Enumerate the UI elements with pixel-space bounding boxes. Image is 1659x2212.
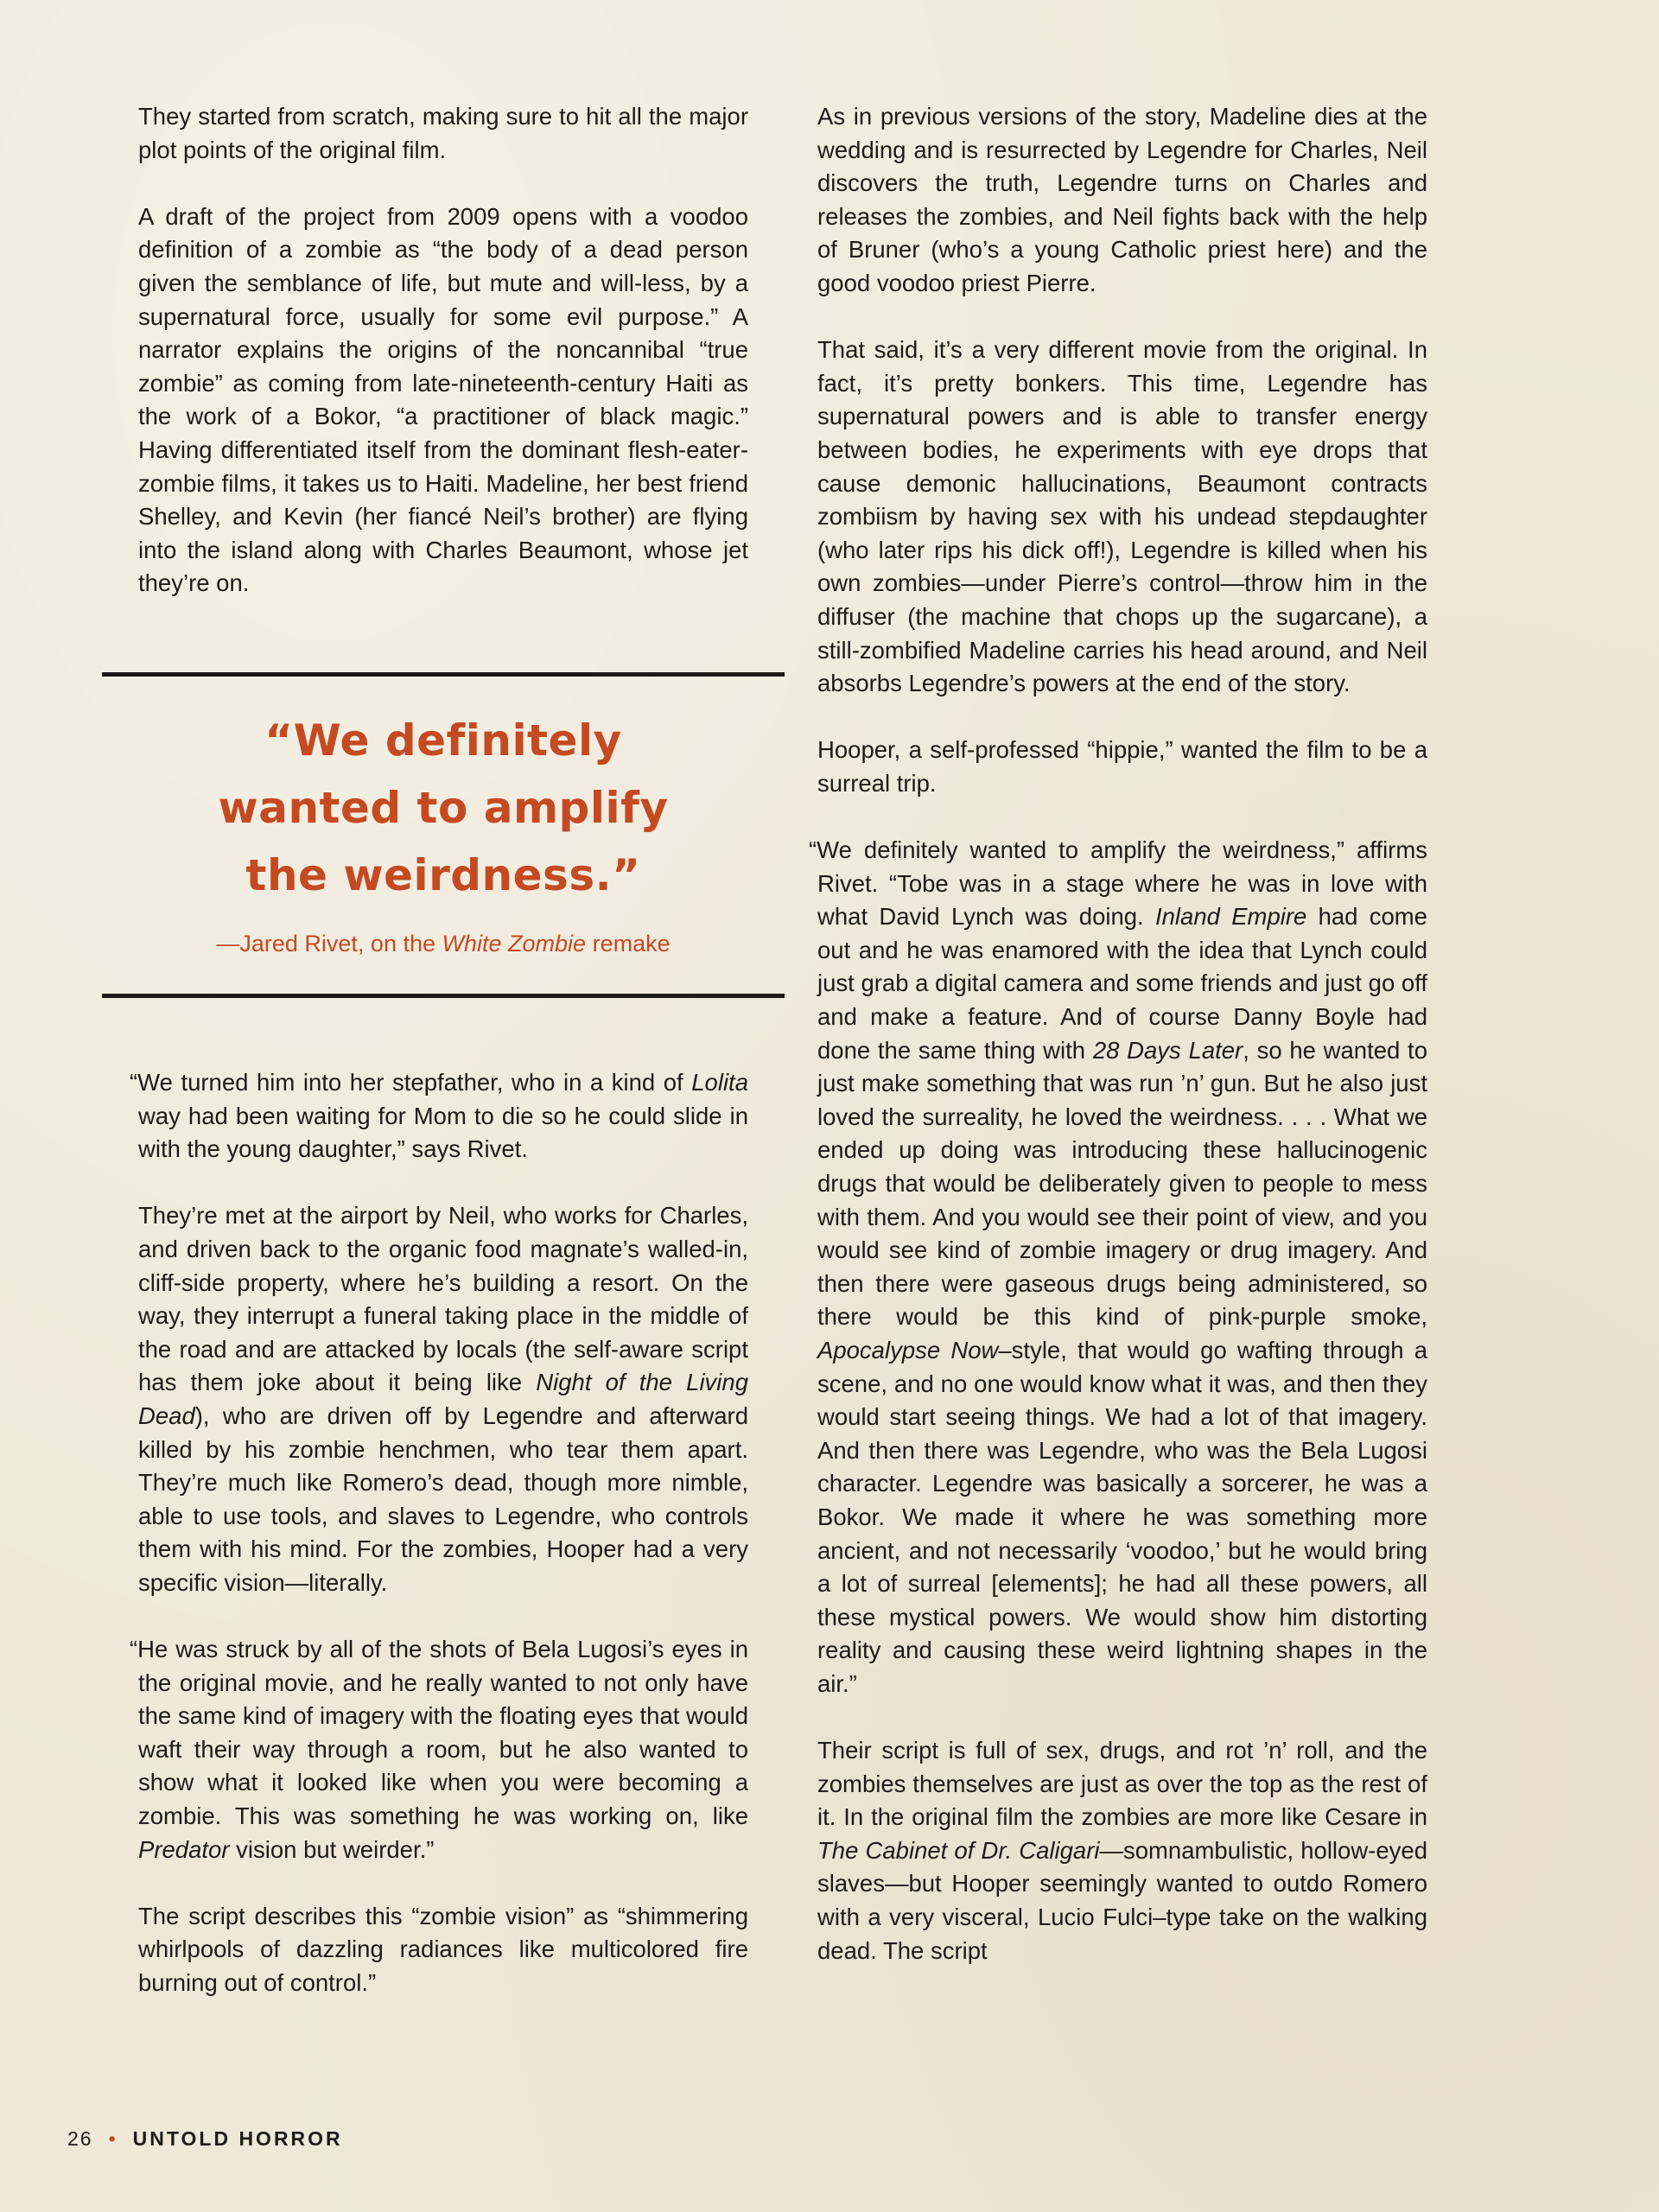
pullquote-line: wanted to amplify (218, 783, 669, 833)
attribution-title: White Zombie (442, 931, 587, 957)
bullet-separator: • (108, 2127, 118, 2150)
left-column-bottom (130, 1066, 748, 2033)
pullquote-bottom-rule (102, 994, 785, 998)
right-column (809, 100, 1428, 1967)
paragraph: “We turned him into her stepfather, who in a kind of Lolita way had been waiting for Mom to die so he could slide in with the young daughter,” says Rivet. (130, 1069, 748, 1163)
paragraph: Hooper, a self-professed “hippie,” wanted the film to be a surreal trip. (817, 736, 1427, 797)
paragraph: A draft of the project from 2009 opens with a voodoo definition of a zombie as “the body of a dead person given the semblance of life, but mute and will-less, by a supernatural force, usually for some evil purpose.” A narrator explains the origins of the noncannibal “true zombie” as coming from late-nineteenth-century Haiti as the work of a Bokor, “a practitioner of black magic.” Having differentiated itself from the dominant flesh-eater-zombie films, it takes us to Haiti. Madeline, her best friend Shelley, and Kevin (her fiancé Neil’s brother) are flying into the island along with Charles Beaumont, whose jet they’re on. (138, 202, 748, 597)
running-title: UNTOLD HORROR (132, 2127, 343, 2150)
paragraph: The script describes this “zombie vision” as “shimmering whirlpools of dazzling radiances like multicolored fire burning out of control.” (138, 1902, 748, 1997)
attribution-text: remake (586, 931, 671, 957)
paragraph: As in previous versions of the story, Madeline dies at the wedding and is resurrected by Legendre for Charles, Neil discovers the truth, Legendre turns on Charles and releases the zombies, and Neil fights back with the help of Bruner (who’s a young Catholic priest here) and the good voodoo priest Pierre. (817, 103, 1427, 296)
left-column-top (138, 100, 748, 601)
paragraph: Their script is full of sex, drugs, and rot ’n’ roll, and the zombies themselves are just as over the top as the rest of it. In the original film the zombies are more like Cesare in The Cabinet of Dr. Caligari—somnambulistic, hollow-eyed slaves—but Hooper seemingly wanted to outdo Romero with a very visceral, Lucio Fulci–type take on the walking dead. The script (817, 1737, 1427, 1964)
page-number: 26 (67, 2127, 93, 2150)
paragraph: They started from scratch, making sure to hit all the major plot points of the original film. (138, 103, 748, 163)
pullquote-line: “We definitely (264, 715, 622, 766)
pullquote-line: the weirdness.” (245, 850, 641, 900)
pullquote (102, 707, 785, 909)
paragraph: That said, it’s a very different movie from the original. In fact, it’s pretty bonkers. This time, Legendre has supernatural powers and is able to transfer energy between bodies, he experiments with eye drops that cause demonic hallucinations, Beaumont contracts zombiism by having sex with his undead stepdaughter (who later rips his dick off!), Legendre is killed when his own zombies—under Pierre’s control—throw him in the diffuser (the machine that chops up the sugarcane), a still-zombified Madeline carries his head around, and Neil absorbs Legendre’s powers at the end of the story. (817, 336, 1427, 697)
page-footer (67, 2127, 343, 2151)
paragraph: They’re met at the airport by Neil, who works for Charles, and driven back to the organic food magnate’s walled-in, cliff-side property, where he’s building a resort. On the way, they interrupt a funeral taking place in the middle of the road and are attacked by locals (the self-aware script has them joke about it being like Night of the Living Dead), who are driven off by Legendre and afterward killed by his zombie henchmen, who tear them apart. They’re much like Romero’s dead, though more nimble, able to use tools, and slaves to Legendre, who controls them with his mind. For the zombies, Hooper had a very specific vision—literally. (138, 1202, 748, 1596)
paragraph: “We definitely wanted to amplify the weirdness,” affirms Rivet. “Tobe was in a stage where he was in love with what David Lynch was doing. Inland Empire had come out and he was enamored with the idea that Lynch could just grab a digital camera and some friends and just go off and make a feature. And of course Danny Boyle had done the same thing with 28 Days Later, so he wanted to just make something that was run ’n’ gun. But he also just loved the surreality, he loved the weirdness. . . . What we ended up doing was introducing these hallucinogenic drugs that would be deliberately given to people to mess with them. And you would see their point of view, and you would see kind of zombie imagery or drug imagery. And then there were gaseous drugs being administered, so there would be this kind of pink-purple smoke, Apocalypse Now–style, that would go wafting through a scene, and no one would know what it was, and then they would start seeing things. We had a lot of that imagery. And then there was Legendre, who was the Bela Lugosi character. Legendre was basically a sorcerer, he was a Bokor. We made it where he was something more ancient, and not necessarily ‘voodoo,’ but he would bring a lot of surreal [elements]; he had all these powers, all these mystical powers. We would show him distorting reality and causing these weird lightning shapes in the air.” (809, 836, 1428, 1697)
attribution-text: —Jared Rivet, on the (216, 931, 442, 957)
paragraph: “He was struck by all of the shots of Bela Lugosi’s eyes in the original movie, and he really wanted to not only have the same kind of imagery with the floating eyes that would waft their way through a room, but he also wanted to show what it looked like when you were becoming a zombie. This was something he was working on, like Predator vision but weirder.” (130, 1636, 748, 1863)
pullquote-attribution (102, 928, 785, 959)
pullquote-top-rule (102, 672, 785, 677)
